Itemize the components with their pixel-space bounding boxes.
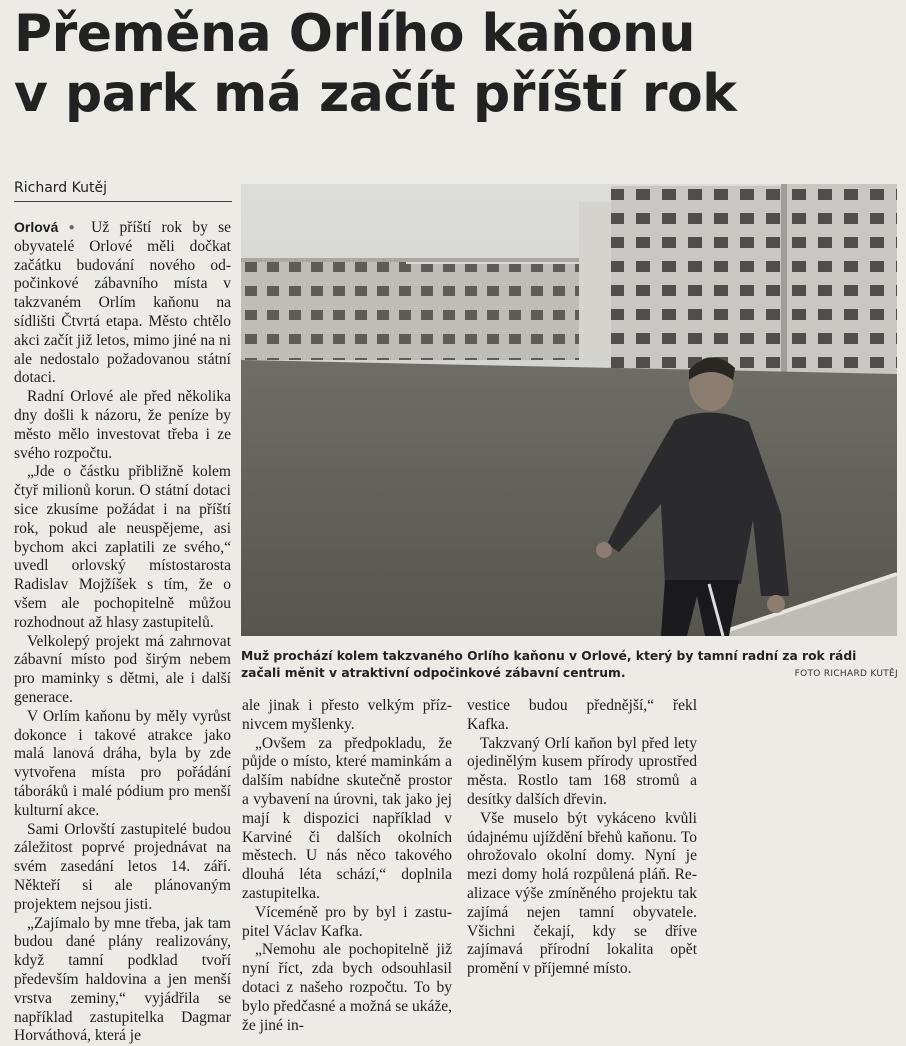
photo-image bbox=[241, 184, 897, 636]
dateline-bullet-icon: ● bbox=[68, 222, 81, 234]
article-paragraph: „Zajímalo by mne třeba, jak tam budou dané plány realizovány, když tamní podklad tvoří především haldovina a jen menší vrstva zeminy,“ vyjádřila se například zastupitelka Dagmar Horváthová, která je bbox=[14, 914, 231, 1045]
article-paragraph: vestice budou přednější,“ řekl Kafka. bbox=[467, 697, 697, 733]
article-paragraph: ale jinak i přesto velkým příznivcem myšlenky. bbox=[242, 697, 452, 733]
article-paragraph: Radní Orlové ale před několika dny došli k názoru, že peníze by město mělo investovat třeba i ze svého rozpočtu. bbox=[14, 388, 231, 462]
byline: Richard Kutěj bbox=[14, 180, 107, 196]
article-paragraph: V Orlím kaňonu by měly vyrůst dokonce i takové atrakce jako malá lanová dráha, byla by zde vytvořena místa pro pořádání táboráků i malé pódium pro menší kulturní akce. bbox=[14, 707, 231, 819]
headline bbox=[14, 4, 894, 124]
article-paragraph: „Ovšem za předpokladu, že půjde o místo, které maminkám a dalším nabídne skutečně prostor a vybavení na úrovni, tak jako jej mají k dispozici například v Karviné či dalších okolních městech. U nás něco takového dlouhá léta schází,“ doplnila zastupitelka. bbox=[242, 734, 452, 902]
article-paragraph: „Nemohu ale pochopitelně již nyní říct, zda bych odsouhlasil dotaci z našeho rozpočtu. To by bylo předčasné a možná se ukáže, že jiné in- bbox=[242, 941, 453, 1034]
article-paragraph: Víceméně pro by byl i zastupitel Václav Kafka. bbox=[242, 903, 452, 940]
paragraph-text: Už příští rok by se obyvatelé Orlové měli dočkat začátku budování nového odpočinkové zábavního místa v takzvaném Orlím kaňonu na sídlišti Čtvrtá etapa. Město chtělo akci začít již letos, mimo jiné na ni ale nedostalo požadovanou státní dotaci. bbox=[14, 219, 232, 387]
article-paragraph: Takzvaný Orlí kaňon byl před lety ojedinělým kusem přírody uprostřed města. Rostlo tam 168 stromů a desítky dalších dřevin. bbox=[467, 734, 697, 808]
article-paragraph: Vše muselo být vykáceno kvůli údajnému ujíždění břehů kaňonu. To ohrožovalo okolní domy. Nyní je mezi domy holá rozpůlená pláň. Realizace výše zmíněného projektu tak zajímá nejen tamní obyvatele. Všichni čekají, kdy se dříve zajímavá přírodní lokalita opět promění v příjemné místo. bbox=[467, 809, 697, 978]
photo-credit: FOTO RICHARD KUTĚJ bbox=[794, 669, 898, 679]
article-column-2 bbox=[242, 697, 452, 1035]
headline-line-2: v park má začít příští rok bbox=[14, 64, 737, 124]
dateline: Orlová bbox=[14, 219, 59, 235]
article-paragraph bbox=[14, 218, 231, 388]
headline-line-1: Přeměna Orlího kaňonu bbox=[14, 4, 695, 64]
photo-caption: Muž prochází kolem takzvaného Orlího kaňonu v Orlové, který by tamní radní za rok rádi začali měnit v atraktivní odpočinkové zábavní centrum. bbox=[241, 649, 857, 680]
article-paragraph: Velkolepý projekt má zahrnovat zábavní místo pod širým nebem pro maminky s dětmi, ale i další generace. bbox=[14, 632, 231, 706]
article-paragraph: Sami Orlovští zastupitelé budou záležitost poprvé projednávat na svém zasedání letos 14. září. Někteří si ale plánovaným projektem nejsou jisti. bbox=[14, 820, 231, 913]
article-column-1 bbox=[14, 218, 231, 1046]
article-paragraph: „Jde o částku přibližně kolem čtyř milionů korun. O státní dotaci sice zkusíme požádat i na příští rok, pokud ale neuspějeme, asi bychom akci zaplatili ze svého,“ uvedl orlovský místostarosta Radislav Mojžíšek s tím, že o všem ale pochopitelně můžou rozhodnout až hlasy zastupitelů. bbox=[14, 463, 231, 631]
article-column-3 bbox=[467, 697, 697, 979]
photo bbox=[241, 184, 897, 636]
byline-rule bbox=[14, 201, 232, 202]
